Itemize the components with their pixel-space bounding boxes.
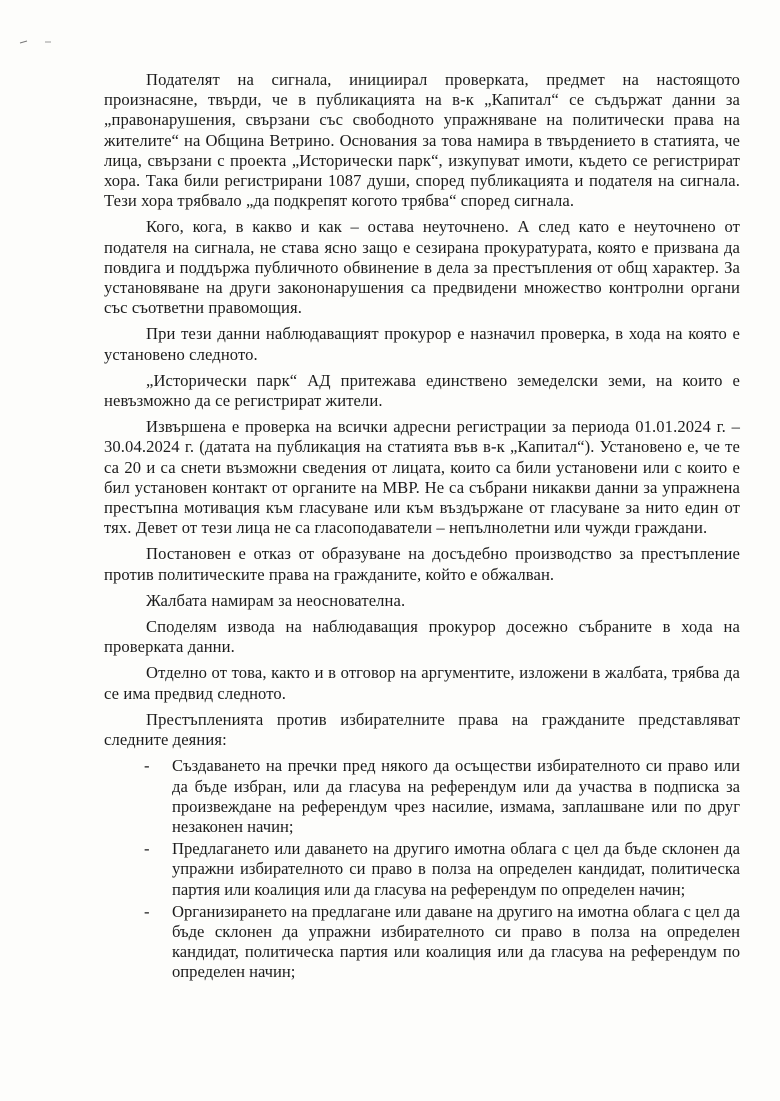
paragraph-address-check: Извършена е проверка на всички адресни регистрации за периода 01.01.2024 г. – 30.04.2024 г. (датата на публикация на статията във в-к „Капитал“). Установено е, че те са 20 и са снети възможни сведения от лицата, които са били установени или с които е бил установен контакт от органите на МВР. Не са събрани никакви данни за упражнена престъпна мотивация към гласуване или към въздържане от гласуване за нито един от тях. Девет от тези лица не са гласоподаватели – непълнолетни или чужди граждани. xyxy=(104,417,740,538)
list-dash: - xyxy=(144,839,150,859)
paragraph-agree-conclusion: Споделям извода на наблюдаващия прокурор досежно събраните в хода на проверката данни. xyxy=(104,617,740,657)
paragraph-complaint-unfounded: Жалбата намирам за неоснователна. xyxy=(146,590,406,610)
paragraph-historical-park: „Исторически парк“ АД притежава единствено земеделски земи, на които е невъзможно да се регистрират жители. xyxy=(104,370,740,411)
list-dash: - xyxy=(144,901,150,921)
paragraph-inspection-ordered: При тези данни наблюдаващият прокурор е назначил проверка, в хода на която е установено следното. xyxy=(104,324,740,364)
list-item-text: Предлагането или даването на другиго имотна облага с цел да бъде склонен да упражни избирателното си право в полза на определен кандидат, политическа партия или коалиция или да гласува на референдум по определен начин; xyxy=(172,839,740,899)
list-item xyxy=(144,756,740,837)
paragraph-signal-claim: Подателят на сигнала, инициирал проверката, предмет на настоящото произнасяне, твърди, че в публикацията на в-к „Капитал“ се съдържат данни за „правонарушения, свързани със свободното упражняване на политически права на жителите“ на Община Ветрино. Основания за това намира в твърдението в статията, че лица, свързани с проекта „Исторически парк“, изкупуват имоти, където се регистрират хора. Така били регистрирани 1087 души, според публикацията и подателя на сигнала. Тези хора трябвало „да подкрепят когото трябва“ според сигнала. xyxy=(104,70,740,211)
paragraph-refusal: Постановен е отказ от образуване на досъдебно производство за престъпление против политическите права на гражданите, който е обжалван. xyxy=(104,544,740,584)
paragraph-unspecified: Кого, кога, в какво и как – остава неуточнено. А след като е неуточнено от подателя на сигнала, не става ясно защо е сезирана прокуратурата, която е призвана да повдига и поддържа публичното обвинение в дела за престъпления от общ характер. За установяване на други закононарушения са предвидени множество контролни органи със съответни правомощия. xyxy=(104,217,740,318)
paragraph-crimes-intro: Престъпленията против избирателните права на гражданите представляват следните деяния: xyxy=(104,709,740,750)
list-item-text: Организирането на предлагане или даване на другиго на имотна облага с цел да бъде склонен да упражни избирателното си право в полза на определен кандидат, политическа партия или коалиция или да гласува на референдум по определен начин; xyxy=(172,901,740,982)
scan-speck-icon xyxy=(18,38,58,48)
list-item xyxy=(144,839,740,900)
list-item-text: Създаването на пречки пред някого да осъществи избирателното си право или да бъде избран, или да гласува на референдум или да участва в подписка за произвеждане на референдум чрез насилие, измама, заплашване или по друг незаконен начин; xyxy=(172,756,740,836)
crimes-list xyxy=(104,756,740,982)
list-item xyxy=(144,901,740,983)
paragraph-separately: Отделно от това, както и в отговор на аргументите, изложени в жалбата, трябва да се има предвид следното. xyxy=(104,663,740,703)
list-dash: - xyxy=(144,756,150,776)
